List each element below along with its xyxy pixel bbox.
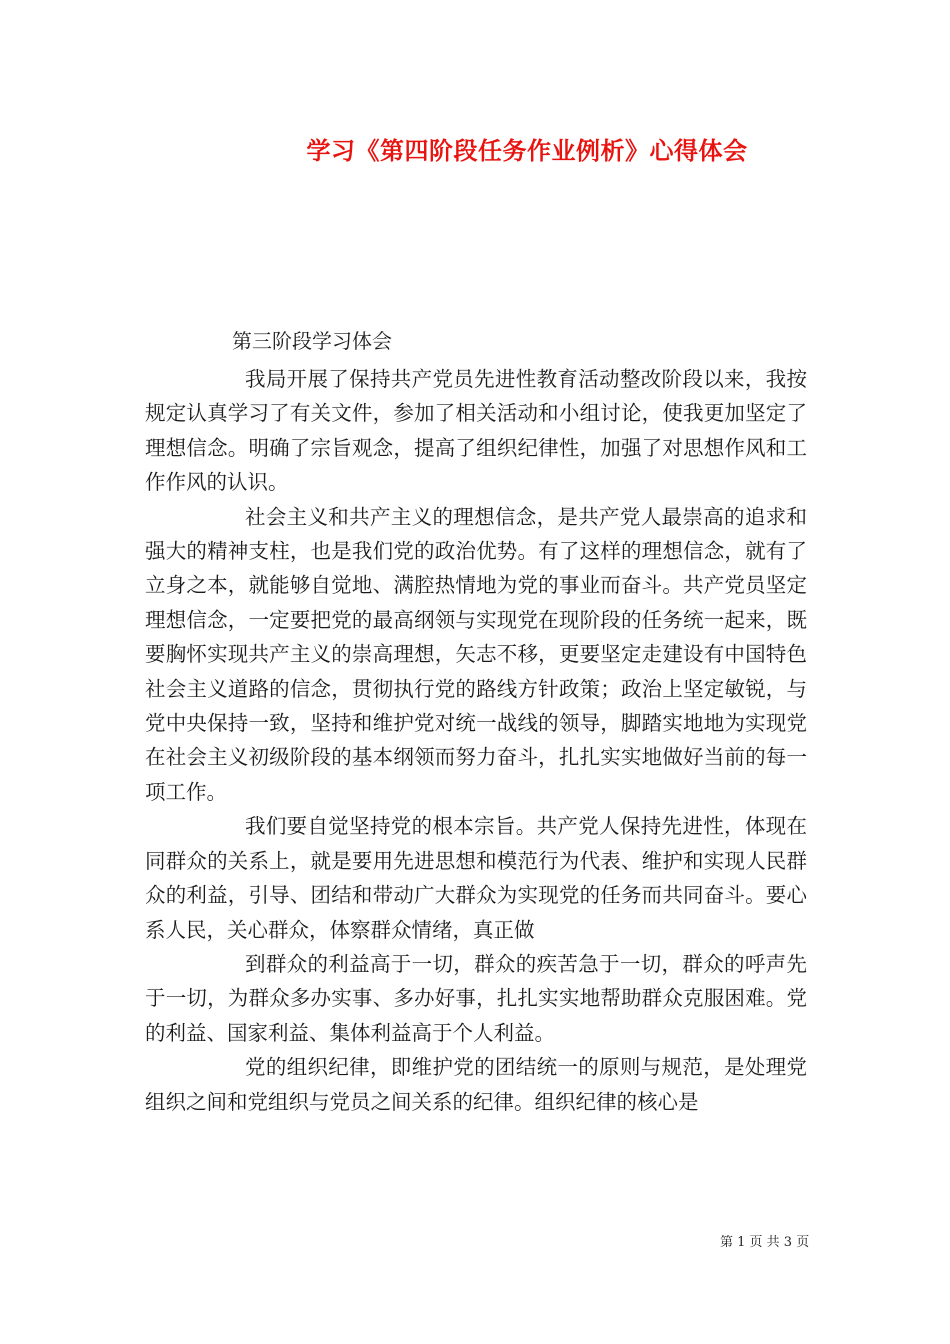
document-title: 学习《第四阶段任务作业例析》心得体会 — [306, 136, 748, 165]
document-subtitle: 第三阶段学习体会 — [232, 329, 392, 353]
paragraph: 我们要自觉坚持党的根本宗旨。共产党人保持先进性，体现在同群众的关系上，就是要用先进思想和模范行为代表、维护和实现人民群众的利益，引导、团结和带动广大群众为实现党的任务而共同奋斗。要心系人民，关心群众，体察群众情绪，真正做 — [145, 814, 807, 942]
paragraph: 社会主义和共产主义的理想信念，是共产党人最崇高的追求和强大的精神支柱，也是我们党的政治优势。有了这样的理想信念，就有了立身之本，就能够自觉地、满腔热情地为党的事业而奋斗。共产党员坚定理想信念，一定要把党的最高纲领与实现党在现阶段的任务统一起来，既要胸怀实现共产主义的崇高理想，矢志不移，更要坚定走建设有中国特色社会主义道路的信念，贯彻执行党的路线方针政策；政治上坚定敏锐，与党中央保持一致，坚持和维护党对统一战线的领导，脚踏实地地为实现党在社会主义初级阶段的基本纲领而努力奋斗，扎扎实实地做好当前的每一项工作。 — [145, 504, 807, 804]
page-number-footer: 第 1 页 共 3 页 — [720, 1235, 810, 1250]
paragraph: 党的组织纪律，即维护党的团结统一的原则与规范，是处理党组织之间和党组织与党员之间关系的纪律。组织纪律的核心是 — [145, 1055, 807, 1114]
document-body — [145, 362, 807, 1119]
paragraph: 我局开展了保持共产党员先进性教育活动整改阶段以来，我按规定认真学习了有关文件，参加了相关活动和小组讨论，使我更加坚定了理想信念。明确了宗旨观念，提高了组织纪律性，加强了对思想作风和工作作风的认识。 — [145, 367, 807, 495]
paragraph: 到群众的利益高于一切，群众的疾苦急于一切，群众的呼声先于一切，为群众多办实事、多办好事，扎扎实实地帮助群众克服困难。党的利益、国家利益、集体利益高于个人利益。 — [145, 951, 807, 1045]
